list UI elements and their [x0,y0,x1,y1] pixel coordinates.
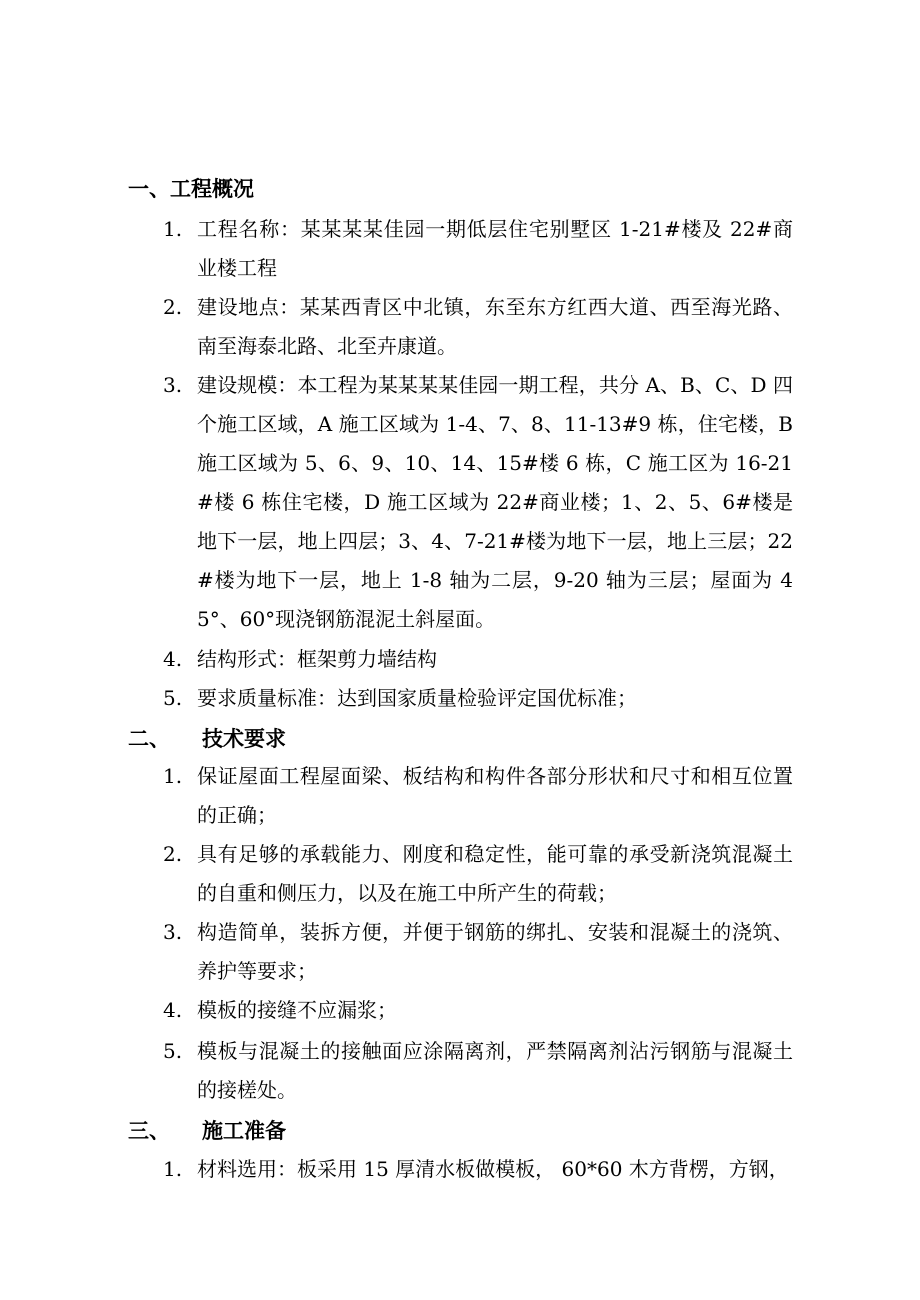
item-text: 建设规模：本工程为某某某某佳园一期工程，共分 A、B、C、D 四个施工区域，A 施工区域为 1-4、7、8、11-13#9 栋，住宅楼，B 施工区域为 5、6、9、10、14、15#楼 6 栋，C 施工区为 16-21#楼 6 栋住宅楼，D 施工区域为 22#商业楼；1、2、5、6#楼是地下一层，地上四层；3、4、7-21#楼为地下一层，地上三层；22#楼为地下一层，地上 1-8 轴为二层，9-20 轴为三层；屋面为 45°、60°现浇钢筋混泥土斜屋面。 [197,373,793,631]
section-heading-1 [128,175,254,203]
item-number: 3. [163,373,183,397]
section-title: 技术要求 [202,727,286,751]
list-item [163,679,803,718]
item-number: 5. [163,686,183,710]
section-number: 二、 [128,727,170,751]
list-item [163,1150,803,1189]
item-number: 3. [163,920,183,944]
item-number: 2. [163,842,183,866]
item-text: 工程名称：某某某某佳园一期低层住宅别墅区 1-21#楼及 22#商业楼工程 [197,217,793,280]
item-number: 4. [163,998,183,1022]
list-item [163,757,803,835]
item-text: 材料选用：板采用 15 厚清水板做模板， 60*60 木方背楞，方钢， [197,1157,789,1181]
item-text: 构造简单，装拆方便，并便于钢筋的绑扎、安装和混凝土的浇筑、养护等要求； [197,920,793,983]
list-item [163,640,803,679]
item-text: 模板的接缝不应漏浆； [197,998,397,1022]
section-heading-3 [128,1117,286,1145]
section-heading-2 [128,725,286,753]
item-number: 1. [163,764,183,788]
item-text: 结构形式：框架剪力墙结构 [197,647,437,671]
item-text: 要求质量标准：达到国家质量检验评定国优标准； [197,686,637,710]
list-item [163,835,803,913]
item-number: 2. [163,295,183,319]
list-item [163,991,803,1030]
item-text: 保证屋面工程屋面梁、板结构和构件各部分形状和尺寸和相互位置的正确； [197,764,793,827]
section-number: 一、 [128,177,170,201]
item-text: 建设地点：某某西青区中北镇，东至东方红西大道、西至海光路、南至海泰北路、北至卉康道。 [197,295,793,358]
list-item [163,913,803,991]
section-title: 施工准备 [202,1119,286,1143]
list-item [163,210,803,288]
list-item [163,366,803,639]
item-number: 1. [163,217,183,241]
list-item [163,1032,803,1110]
list-item [163,288,803,366]
section-number: 三、 [128,1119,170,1143]
item-number: 4. [163,647,183,671]
item-text: 具有足够的承载能力、刚度和稳定性，能可靠的承受新浇筑混凝土的自重和侧压力，以及在施工中所产生的荷载； [197,842,793,905]
section-title: 工程概况 [170,177,254,201]
item-number: 5. [163,1039,183,1063]
item-number: 1. [163,1157,183,1181]
item-text: 模板与混凝土的接触面应涂隔离剂，严禁隔离剂沾污钢筋与混凝土的接槎处。 [197,1039,793,1102]
